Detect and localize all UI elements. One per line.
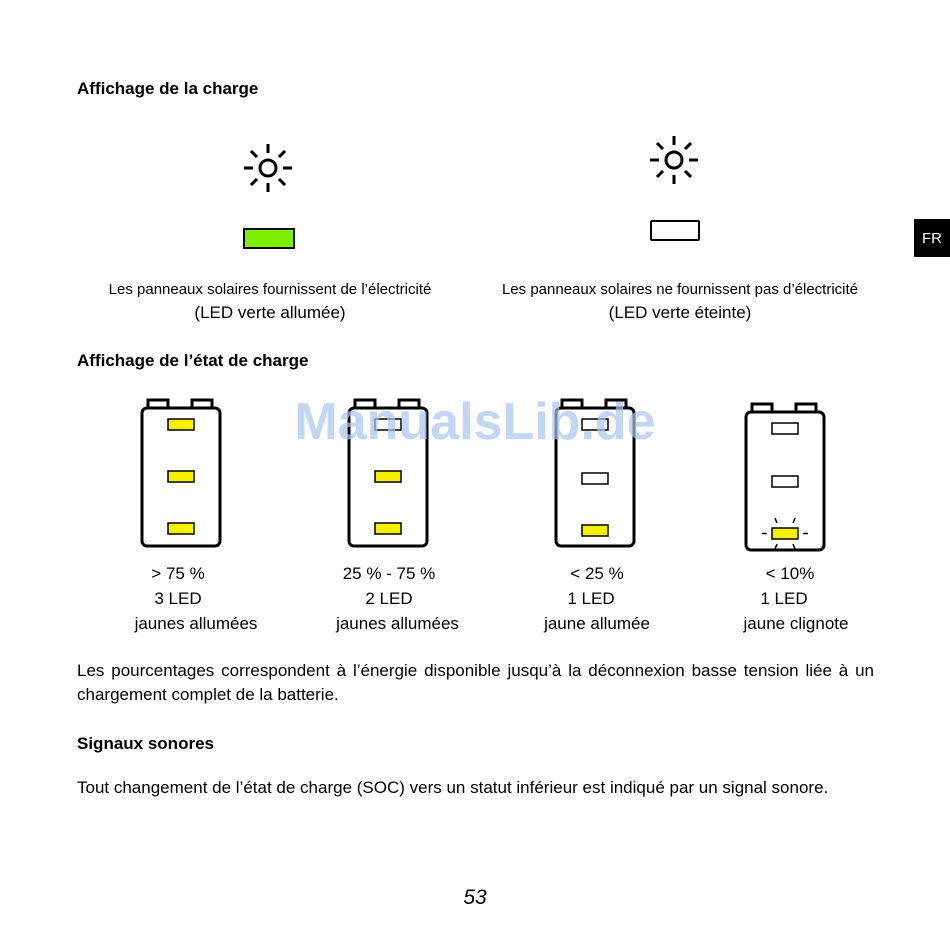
soc-led-status: jaune clignote [743, 614, 849, 633]
caption-solar-on [60, 278, 480, 324]
soc-led-status: jaunes allumées [134, 614, 258, 633]
soc-led-status: jaunes allumées [336, 614, 459, 633]
sun-icon [646, 132, 702, 188]
soc-label-25-75 [299, 561, 479, 636]
caption-solar-off [455, 278, 905, 324]
soc-led-status: jaune allumée [544, 614, 650, 633]
caption-solar-off-line2: (LED verte éteinte) [608, 303, 752, 322]
charge-display-heading: Affichage de la charge [77, 79, 259, 98]
soc-label-25 [507, 561, 687, 636]
watermark: ManualsLib.de [294, 393, 656, 451]
soc-range: < 10% [765, 564, 815, 583]
soc-label-10 [700, 561, 880, 636]
page-number: 53 [463, 886, 487, 909]
sun-icon [240, 140, 296, 196]
soc-display-heading: Affichage de l’état de charge [77, 351, 309, 370]
sound-signals-heading: Signaux sonores [77, 734, 214, 753]
percent-paragraph: Les pourcentages correspondent à l’énergie disponible jusqu’à la déconnexion basse tension liée à un chargement complet de la batterie. [77, 661, 874, 704]
green-led-on [243, 228, 295, 249]
caption-solar-on-line2: (LED verte allumée) [194, 303, 346, 322]
caption-solar-on-line1: Les panneaux solaires fournissent de l’électricité [108, 281, 432, 298]
green-led-off [650, 220, 700, 241]
soc-range: > 75 % [151, 564, 205, 583]
soc-led-count: 1 LED [760, 589, 808, 608]
soc-led-count: 3 LED [154, 589, 202, 608]
soc-label-75 [88, 561, 268, 636]
soc-range: 25 % - 75 % [342, 564, 436, 583]
soc-range: < 25 % [570, 564, 624, 583]
language-tab: FR [914, 219, 950, 257]
soc-led-count: 2 LED [365, 589, 413, 608]
soc-led-count: 1 LED [567, 589, 615, 608]
caption-solar-off-line1: Les panneaux solaires ne fournissent pas d’électricité [501, 281, 859, 298]
sound-signals-paragraph: Tout changement de l’état de charge (SOC) vers un statut inférieur est indiqué par un signal sonore. [77, 778, 829, 797]
